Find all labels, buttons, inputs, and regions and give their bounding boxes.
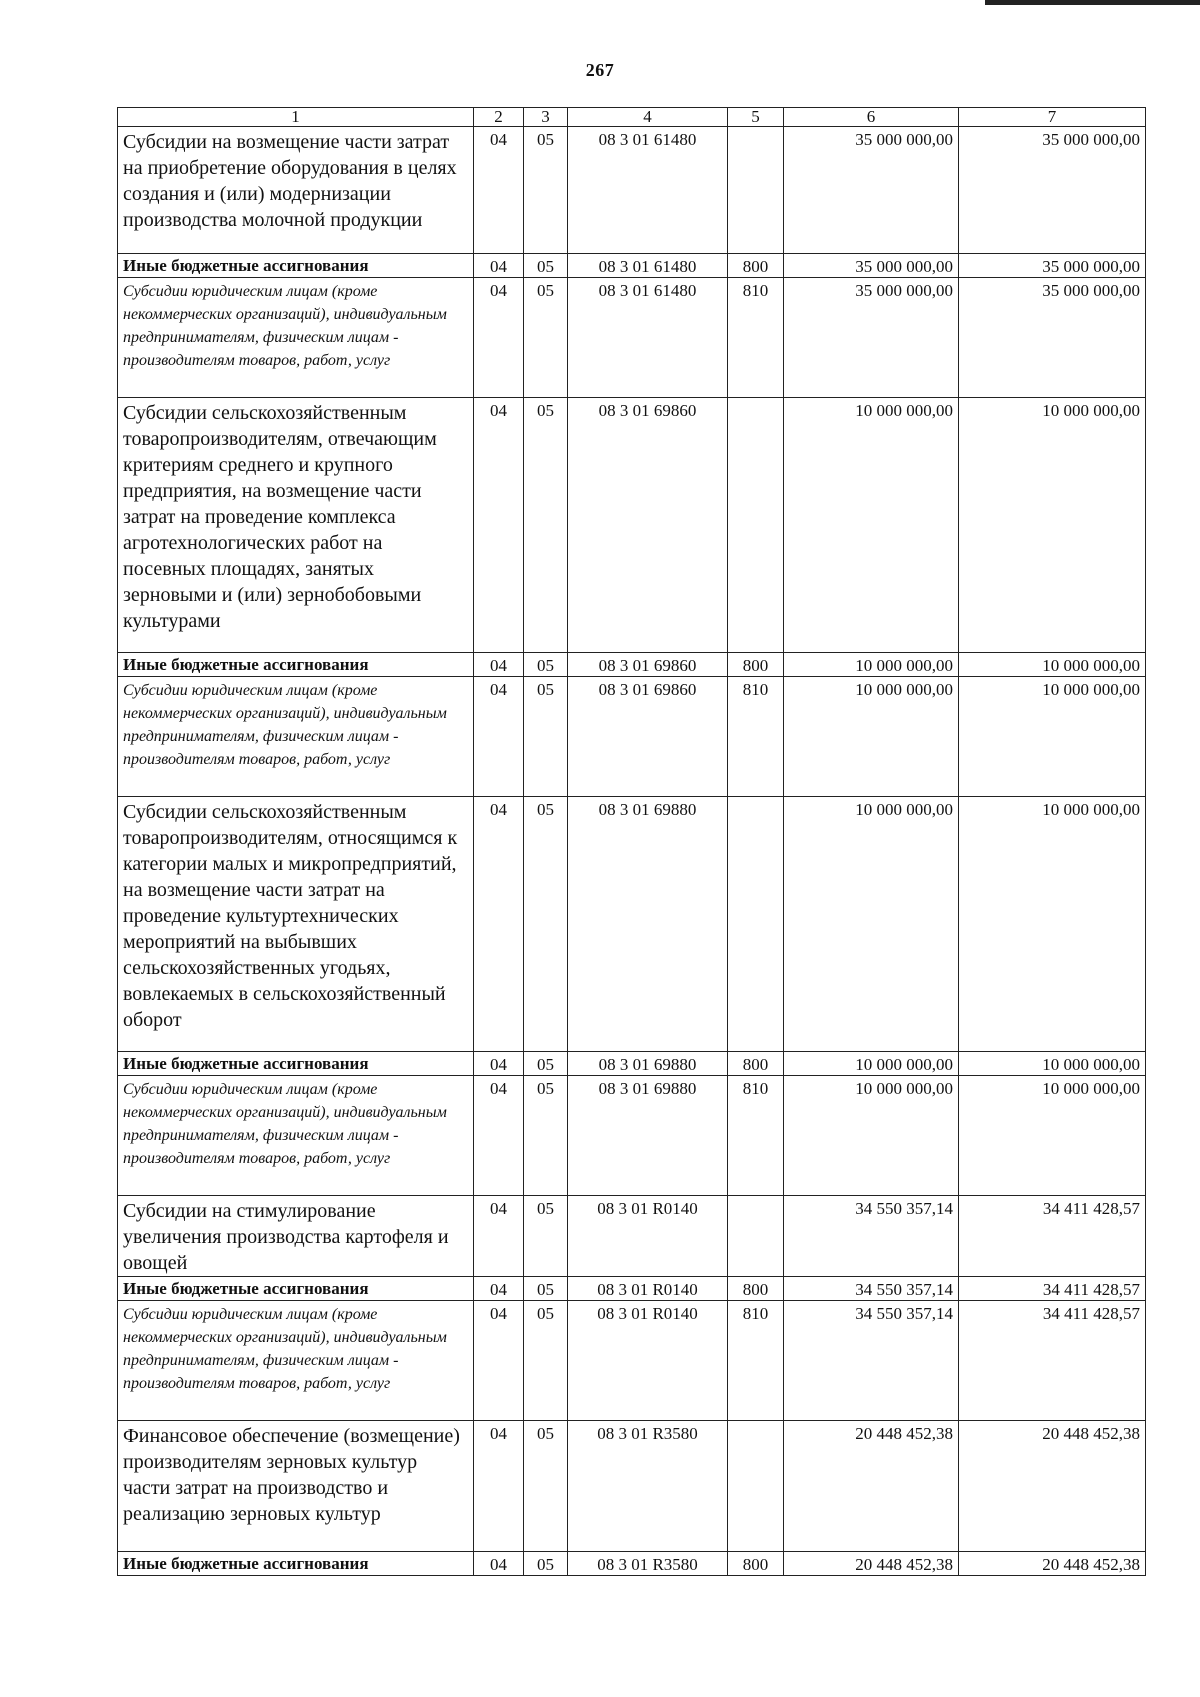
- row-name: Иные бюджетные ассигнования: [118, 1552, 474, 1576]
- cell-expense-type: 810: [728, 1076, 784, 1196]
- row-name: Иные бюджетные ассигнования: [118, 254, 474, 278]
- cell-amount-2: 34 411 428,57: [959, 1277, 1146, 1301]
- cell-subsection: 05: [524, 278, 568, 398]
- cell-section: 04: [474, 1552, 524, 1576]
- cell-subsection: 05: [524, 1277, 568, 1301]
- cell-expense-type: 800: [728, 254, 784, 278]
- row-name: Субсидии сельскохозяйственным товаропроизводителям, относящимся к категории малых и микропредприятий, на возмещение части затрат на проведение культуртехнических мероприятий на выбывших сельскохозяйственных угодьях, вовлекаемых в сельскохозяйственный оборот: [118, 797, 474, 1052]
- cell-subsection: 05: [524, 1301, 568, 1421]
- cell-target-code: 08 3 01 61480: [568, 127, 728, 254]
- cell-subsection: 05: [524, 1421, 568, 1552]
- cell-amount-2: 20 448 452,38: [959, 1552, 1146, 1576]
- cell-target-code: 08 3 01 R3580: [568, 1552, 728, 1576]
- table-row: [118, 1552, 1146, 1576]
- table-row: [118, 1196, 1146, 1277]
- cell-amount-1: 35 000 000,00: [784, 254, 959, 278]
- row-name: Субсидии на стимулирование увеличения производства картофеля и овощей: [118, 1196, 474, 1277]
- cell-amount-2: 10 000 000,00: [959, 653, 1146, 677]
- row-name: Субсидии на возмещение части затрат на приобретение оборудования в целях создания и (или) модернизации производства молочной продукции: [118, 127, 474, 254]
- cell-target-code: 08 3 01 R0140: [568, 1301, 728, 1421]
- cell-target-code: 08 3 01 R0140: [568, 1196, 728, 1277]
- cell-subsection: 05: [524, 398, 568, 653]
- header-cell: 1: [118, 108, 474, 127]
- cell-expense-type: [728, 127, 784, 254]
- table-row: [118, 1076, 1146, 1196]
- cell-expense-type: 800: [728, 1552, 784, 1576]
- cell-subsection: 05: [524, 1196, 568, 1277]
- cell-amount-1: 20 448 452,38: [784, 1421, 959, 1552]
- table-row: [118, 1301, 1146, 1421]
- cell-expense-type: 810: [728, 1301, 784, 1421]
- cell-amount-2: 34 411 428,57: [959, 1301, 1146, 1421]
- cell-amount-2: 10 000 000,00: [959, 1076, 1146, 1196]
- table-row: [118, 1277, 1146, 1301]
- cell-amount-1: 34 550 357,14: [784, 1277, 959, 1301]
- table-row: [118, 677, 1146, 797]
- cell-target-code: 08 3 01 69860: [568, 677, 728, 797]
- row-name: Финансовое обеспечение (возмещение) производителям зерновых культур части затрат на производство и реализацию зерновых культур: [118, 1421, 474, 1552]
- cell-subsection: 05: [524, 677, 568, 797]
- cell-amount-1: 10 000 000,00: [784, 398, 959, 653]
- cell-section: 04: [474, 398, 524, 653]
- cell-expense-type: [728, 797, 784, 1052]
- cell-amount-1: 34 550 357,14: [784, 1196, 959, 1277]
- header-cell: 5: [728, 108, 784, 127]
- table-row: [118, 1421, 1146, 1552]
- cell-amount-2: 34 411 428,57: [959, 1196, 1146, 1277]
- cell-target-code: 08 3 01 69880: [568, 1052, 728, 1076]
- cell-subsection: 05: [524, 1052, 568, 1076]
- cell-target-code: 08 3 01 69880: [568, 797, 728, 1052]
- row-name: Субсидии юридическим лицам (кроме некоммерческих организаций), индивидуальным предпринимателям, физическим лицам - производителям товаров, работ, услуг: [118, 1076, 474, 1196]
- cell-section: 04: [474, 1421, 524, 1552]
- cell-amount-1: 35 000 000,00: [784, 127, 959, 254]
- row-name: Иные бюджетные ассигнования: [118, 1277, 474, 1301]
- cell-target-code: 08 3 01 61480: [568, 254, 728, 278]
- table-row: [118, 127, 1146, 254]
- cell-expense-type: 810: [728, 677, 784, 797]
- header-cell: 6: [784, 108, 959, 127]
- cell-subsection: 05: [524, 127, 568, 254]
- row-name: Субсидии сельскохозяйственным товаропроизводителям, отвечающим критериям среднего и крупного предприятия, на возмещение части затрат на проведение комплекса агротехнологических работ на посевных площадях, занятых зерновыми и (или) зернобобовыми культурами: [118, 398, 474, 653]
- cell-amount-2: 10 000 000,00: [959, 797, 1146, 1052]
- cell-section: 04: [474, 1052, 524, 1076]
- header-cell: 4: [568, 108, 728, 127]
- cell-expense-type: 800: [728, 1052, 784, 1076]
- budget-table: [117, 107, 1146, 1576]
- cell-section: 04: [474, 653, 524, 677]
- header-cell: 3: [524, 108, 568, 127]
- cell-target-code: 08 3 01 R3580: [568, 1421, 728, 1552]
- header-cell: 2: [474, 108, 524, 127]
- cell-section: 04: [474, 677, 524, 797]
- table-row: [118, 398, 1146, 653]
- cell-subsection: 05: [524, 254, 568, 278]
- cell-amount-2: 20 448 452,38: [959, 1421, 1146, 1552]
- row-name: Иные бюджетные ассигнования: [118, 1052, 474, 1076]
- cell-section: 04: [474, 1301, 524, 1421]
- cell-amount-1: 10 000 000,00: [784, 677, 959, 797]
- cell-target-code: 08 3 01 69880: [568, 1076, 728, 1196]
- cell-target-code: 08 3 01 69860: [568, 398, 728, 653]
- cell-amount-1: 10 000 000,00: [784, 797, 959, 1052]
- cell-section: 04: [474, 797, 524, 1052]
- cell-subsection: 05: [524, 797, 568, 1052]
- cell-expense-type: 800: [728, 1277, 784, 1301]
- table-row: [118, 254, 1146, 278]
- cell-expense-type: [728, 398, 784, 653]
- table-row: [118, 653, 1146, 677]
- cell-subsection: 05: [524, 653, 568, 677]
- cell-amount-2: 35 000 000,00: [959, 254, 1146, 278]
- cell-subsection: 05: [524, 1076, 568, 1196]
- cell-amount-2: 35 000 000,00: [959, 278, 1146, 398]
- cell-amount-1: 35 000 000,00: [784, 278, 959, 398]
- cell-section: 04: [474, 1076, 524, 1196]
- row-name: Иные бюджетные ассигнования: [118, 653, 474, 677]
- cell-amount-1: 34 550 357,14: [784, 1301, 959, 1421]
- row-name: Субсидии юридическим лицам (кроме некоммерческих организаций), индивидуальным предпринимателям, физическим лицам - производителям товаров, работ, услуг: [118, 677, 474, 797]
- cell-section: 04: [474, 1196, 524, 1277]
- cell-section: 04: [474, 1277, 524, 1301]
- page-number: 267: [585, 60, 615, 80]
- row-name: Субсидии юридическим лицам (кроме некоммерческих организаций), индивидуальным предпринимателям, физическим лицам - производителям товаров, работ, услуг: [118, 1301, 474, 1421]
- header-row: [118, 108, 1146, 127]
- cell-target-code: 08 3 01 R0140: [568, 1277, 728, 1301]
- cell-section: 04: [474, 278, 524, 398]
- cell-target-code: 08 3 01 69860: [568, 653, 728, 677]
- cell-subsection: 05: [524, 1552, 568, 1576]
- header-cell: 7: [959, 108, 1146, 127]
- cell-amount-1: 10 000 000,00: [784, 653, 959, 677]
- table-row: [118, 1052, 1146, 1076]
- cell-amount-2: 10 000 000,00: [959, 677, 1146, 797]
- row-name: Субсидии юридическим лицам (кроме некоммерческих организаций), индивидуальным предпринимателям, физическим лицам - производителям товаров, работ, услуг: [118, 278, 474, 398]
- cell-amount-1: 10 000 000,00: [784, 1052, 959, 1076]
- scan-edge-rule: [985, 0, 1200, 5]
- cell-amount-1: 10 000 000,00: [784, 1076, 959, 1196]
- cell-expense-type: 800: [728, 653, 784, 677]
- cell-target-code: 08 3 01 61480: [568, 278, 728, 398]
- cell-section: 04: [474, 254, 524, 278]
- cell-section: 04: [474, 127, 524, 254]
- table-row: [118, 278, 1146, 398]
- cell-amount-2: 35 000 000,00: [959, 127, 1146, 254]
- cell-expense-type: [728, 1196, 784, 1277]
- table-row: [118, 797, 1146, 1052]
- cell-expense-type: 810: [728, 278, 784, 398]
- cell-amount-1: 20 448 452,38: [784, 1552, 959, 1576]
- cell-expense-type: [728, 1421, 784, 1552]
- cell-amount-2: 10 000 000,00: [959, 398, 1146, 653]
- cell-amount-2: 10 000 000,00: [959, 1052, 1146, 1076]
